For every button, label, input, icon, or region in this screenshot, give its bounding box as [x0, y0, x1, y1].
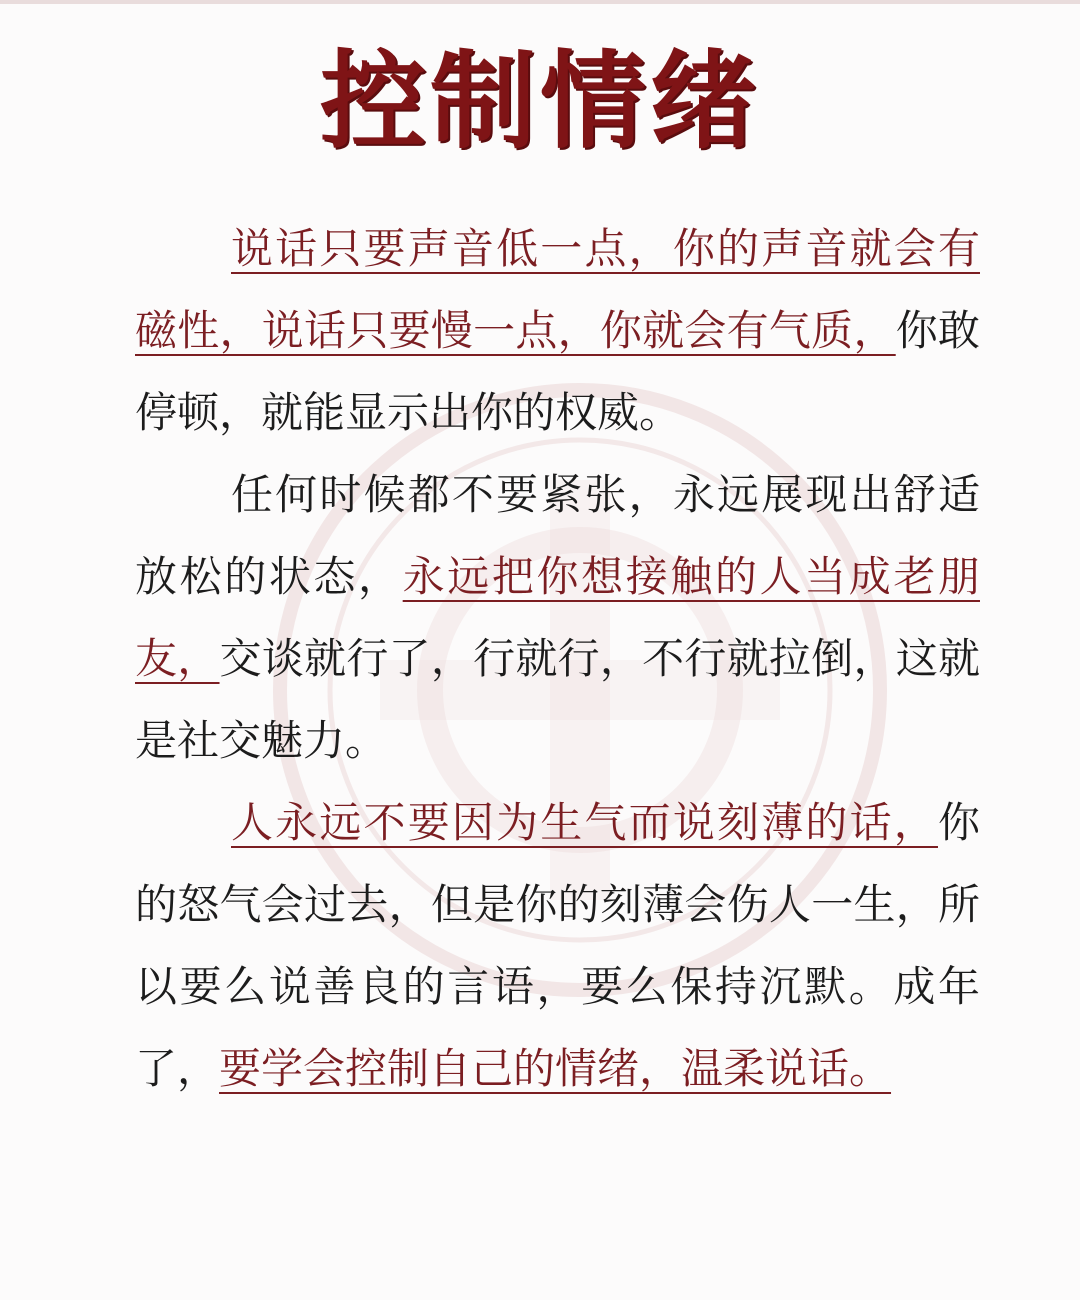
- paragraph-3: [135, 782, 980, 1110]
- top-border: [0, 0, 1080, 4]
- page-title: 控制情绪: [320, 38, 760, 163]
- highlighted-text: 人永远不要因为生气而说刻薄的话，: [231, 798, 938, 847]
- body-text: 你敢停顿，就能显示出你的权威。: [135, 306, 980, 437]
- highlighted-text: 永远把你想接触的人当成老朋友，: [135, 552, 980, 683]
- highlighted-text: 说话只要声音低一点，你的声音就会有磁性，说话只要慢一点，你就会有气质，: [135, 224, 980, 355]
- highlighted-text: 要学会控制自己的情绪，温柔说话。: [219, 1044, 892, 1093]
- body-text: 任何时候都不要紧张，永远展现出舒适放松的状态，: [135, 470, 980, 601]
- article-body: [135, 208, 980, 1110]
- paragraph-1: [135, 208, 980, 454]
- paragraph-2: [135, 454, 980, 782]
- body-text: 交谈就行了，行就行，不行就拉倒，这就是社交魅力。: [135, 634, 980, 765]
- body-text: 你的怒气会过去，但是你的刻薄会伤人一生，所以要么说善良的言语，要么保持沉默。成年了，: [135, 798, 980, 1093]
